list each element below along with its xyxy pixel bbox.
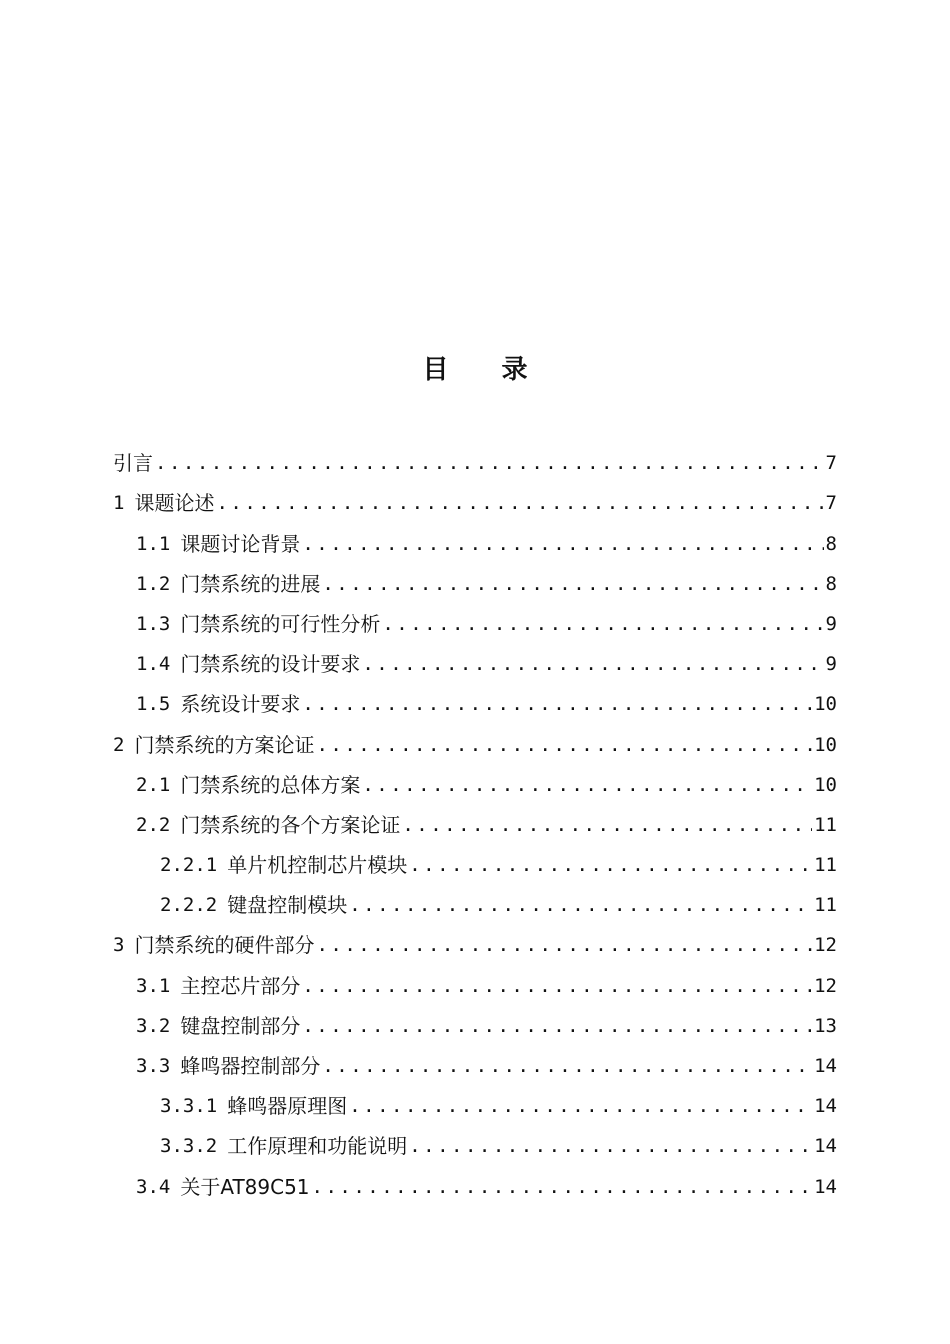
dot-leader: [409, 845, 812, 885]
toc-entry-title: 门禁系统的总体方案: [180, 772, 361, 797]
toc-entry-title: 主控芯片部分: [180, 973, 301, 998]
toc-entry-page-number: 10: [814, 773, 837, 796]
toc-entry-page-number: 8: [825, 572, 837, 595]
toc-entry[interactable]: [113, 1006, 837, 1046]
toc-entry-title: 门禁系统的硬件部分: [134, 933, 315, 958]
dot-leader: [322, 1046, 812, 1086]
toc-entry-page-number: 11: [814, 813, 837, 836]
toc-entry[interactable]: [113, 925, 837, 965]
toc-entry-page-number: 11: [814, 854, 837, 877]
toc-entry[interactable]: [113, 885, 837, 925]
toc-entry[interactable]: [113, 604, 837, 644]
toc-entry-title: 关于AT89C51: [180, 1174, 310, 1199]
dot-leader: [302, 524, 823, 564]
toc-entry[interactable]: [113, 564, 837, 604]
dot-leader: [316, 925, 812, 965]
toc-entry[interactable]: [113, 1046, 837, 1086]
toc-entry-title: 课题讨论背景: [180, 531, 301, 556]
dot-leader: [349, 885, 812, 925]
dot-leader: [349, 1086, 812, 1126]
toc-entry[interactable]: [113, 845, 837, 885]
dot-leader: [316, 725, 812, 765]
toc-entry[interactable]: [113, 805, 837, 845]
toc-entry-number: 3.3.1: [160, 1095, 218, 1118]
toc-entry-title: 门禁系统的可行性分析: [180, 611, 381, 636]
toc-entry-title: 键盘控制部分: [180, 1013, 301, 1038]
toc-entry[interactable]: [113, 644, 837, 684]
toc-entry-number: 1.3: [136, 612, 171, 635]
toc-entry-page-number: 11: [814, 894, 837, 917]
toc-entry-number: 2.2.1: [160, 854, 218, 877]
toc-entry-title: 课题论述: [134, 491, 215, 516]
toc-entry-number: 3.4: [136, 1175, 171, 1198]
toc-entry-number: 1.5: [136, 693, 171, 716]
toc-entry-title: 门禁系统的各个方案论证: [180, 812, 401, 837]
toc-entry-page-number: 12: [814, 974, 837, 997]
toc-entry-page-number: 7: [825, 452, 837, 475]
toc-entry-number: 3.3: [136, 1055, 171, 1077]
toc-entry-title: 单片机控制芯片模块: [227, 853, 408, 878]
toc-entry[interactable]: [113, 965, 837, 1005]
toc-entry-title: 引言: [113, 451, 153, 476]
toc-entry-title: 门禁系统的方案论证: [134, 732, 315, 757]
toc-entry-page-number: 9: [825, 612, 837, 635]
dot-leader: [382, 604, 823, 644]
toc-entry-page-number: 14: [814, 1175, 837, 1198]
dot-leader: [302, 1006, 812, 1046]
toc-entry-number: 1: [113, 492, 125, 515]
toc-entry-page-number: 14: [814, 1135, 837, 1158]
toc-entry-number: 1.1: [136, 532, 171, 555]
dot-leader: [302, 966, 812, 1006]
toc-entry-number: 2.2: [136, 813, 171, 836]
toc-entry-page-number: 13: [814, 1014, 837, 1037]
toc-entry-number: 3.1: [136, 974, 171, 997]
toc-entry[interactable]: [113, 765, 837, 805]
toc-entry-number: 1.4: [136, 653, 171, 676]
dot-leader: [409, 1126, 812, 1166]
toc-entry-title: 门禁系统的设计要求: [180, 652, 361, 677]
toc-title: 目 录: [422, 355, 550, 385]
toc-entry[interactable]: [113, 483, 837, 523]
toc-entry[interactable]: [113, 724, 837, 764]
dot-leader: [362, 644, 823, 684]
toc-entry-number: 3.3.2: [160, 1135, 218, 1158]
toc-entry[interactable]: [113, 1126, 837, 1166]
toc-entry-page-number: 14: [814, 1095, 837, 1118]
dot-leader: [362, 765, 812, 805]
toc-entry-page-number: 10: [814, 693, 837, 716]
toc-entry-title: 系统设计要求: [180, 692, 301, 717]
table-of-contents: [113, 443, 837, 1207]
dot-leader: [155, 443, 824, 483]
toc-entry-page-number: 8: [825, 532, 837, 555]
toc-entry[interactable]: [113, 684, 837, 724]
toc-entry-title: 蜂鸣器控制部分: [180, 1054, 321, 1078]
toc-entry-number: 2: [113, 733, 125, 756]
toc-entry[interactable]: [113, 1166, 837, 1206]
toc-entry-number: 3: [113, 934, 125, 957]
toc-entry-page-number: 14: [814, 1055, 837, 1077]
dot-leader: [216, 483, 823, 523]
toc-entry-page-number: 7: [825, 492, 837, 515]
toc-entry-page-number: 12: [814, 934, 837, 957]
dot-leader: [322, 564, 823, 604]
toc-entry-page-number: 9: [825, 653, 837, 676]
dot-leader: [302, 684, 812, 724]
toc-entry-title: 工作原理和功能说明: [227, 1134, 408, 1159]
toc-entry-page-number: 10: [814, 733, 837, 756]
dot-leader: [402, 805, 812, 845]
toc-entry[interactable]: [113, 1086, 837, 1126]
toc-entry-title: 蜂鸣器原理图: [227, 1094, 348, 1119]
toc-entry-number: 3.2: [136, 1014, 171, 1037]
toc-entry-number: 2.1: [136, 773, 171, 796]
toc-entry-title: 门禁系统的进展: [180, 571, 321, 596]
toc-entry-title: 键盘控制模块: [227, 893, 348, 918]
toc-entry-number: 2.2.2: [160, 894, 218, 917]
toc-entry-number: 1.2: [136, 572, 171, 595]
dot-leader: [312, 1167, 813, 1207]
toc-entry[interactable]: [113, 523, 837, 563]
toc-entry[interactable]: [113, 443, 837, 483]
